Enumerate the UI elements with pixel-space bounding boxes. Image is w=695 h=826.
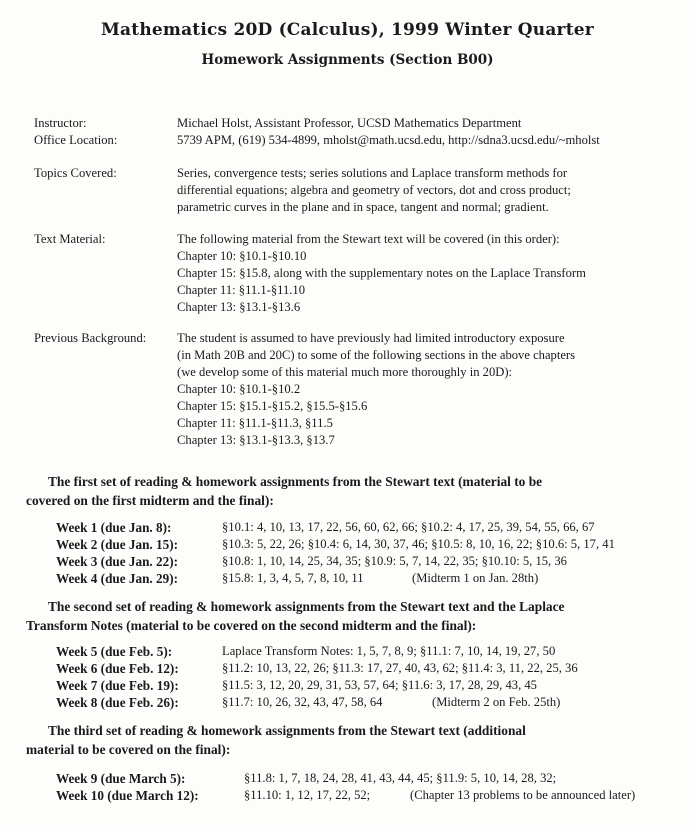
instructor-value-text: Michael Holst, Assistant Professor, UCSD Mathematics Department [177,116,522,130]
set-1-heading [26,472,542,510]
set-3-heading-line1: The third set of reading & homework assignments from the Stewart text (additional [48,723,526,738]
background-label: Previous Background: [34,331,147,345]
background-line: (in Math 20B and 20C) to some of the following sections in the above chapters [177,348,576,362]
topics-line: parametric curves in the plane and in space, tangent and normal; gradient. [177,200,549,214]
set-2-heading-line2: Transform Notes (material to be covered on the second midterm and the final): [26,618,477,633]
set-1-heading-line1: The first set of reading & homework assignments from the Stewart text (material to be [48,474,543,489]
week-label: Week 2 (due Jan. 15): [56,537,178,552]
week-label: Week 8 (due Feb. 26): [56,695,179,710]
background-line: Chapter 10: §10.1-§10.2 [177,382,301,396]
page-subtitle: Homework Assignments (Section B00) [201,52,494,68]
background-value [177,330,687,449]
set-1-heading-line2: covered on the first midterm and the final): [26,493,274,508]
midterm-note: (Midterm 2 on Feb. 25th) [432,695,561,709]
background-line: (we develop some of this material much more thoroughly in 20D): [177,365,513,379]
text-material-line: Chapter 15: §15.8, along with the supplementary notes on the Laplace Transform [177,266,586,280]
instructor-value [177,115,687,132]
office-label: Office Location: [34,133,118,147]
instructor-label: Instructor: [34,116,87,130]
topics-label: Topics Covered: [34,166,117,180]
topics-value [177,165,687,216]
set-3-heading [26,721,526,759]
week-label: Week 7 (due Feb. 19): [56,678,179,693]
week-label: Week 3 (due Jan. 22): [56,554,178,569]
text-material-line: Chapter 13: §13.1-§13.6 [177,300,301,314]
chapter-13-note: (Chapter 13 problems to be announced later) [410,788,636,802]
week-assignment: §11.10: 1, 12, 17, 22, 52; [244,788,371,802]
background-line: The student is assumed to have previously had limited introductory exposure [177,331,565,345]
week-assignment: §15.8: 1, 3, 4, 5, 7, 8, 10, 11 [222,571,364,585]
week-label: Week 10 (due March 12): [56,788,199,803]
office-value [177,132,687,149]
background-line: Chapter 15: §15.1-§15.2, §15.5-§15.6 [177,399,368,413]
set-2-heading-line1: The second set of reading & homework assignments from the Stewart text and the Laplace [48,599,565,614]
text-material-line: Chapter 10: §10.1-§10.10 [177,249,307,263]
set-2-heading [26,597,565,635]
text-material-label: Text Material: [34,232,106,246]
week-assignment: §11.8: 1, 7, 18, 24, 28, 41, 43, 44, 45; §11.9: 5, 10, 14, 28, 32; [244,771,557,785]
topics-line: Series, convergence tests; series solutions and Laplace transform methods for [177,166,568,180]
background-line: Chapter 11: §11.1-§11.3, §11.5 [177,416,333,430]
week-assignment: §11.5: 3, 12, 20, 29, 31, 53, 57, 64; §11.6: 3, 17, 28, 29, 43, 45 [222,678,537,692]
week-assignment: Laplace Transform Notes: 1, 5, 7, 8, 9; §11.1: 7, 10, 14, 19, 27, 50 [222,644,556,658]
text-material-line: The following material from the Stewart text will be covered (in this order): [177,232,560,246]
week-assignment: §11.2: 10, 13, 22, 26; §11.3: 17, 27, 40, 43, 62; §11.4: 3, 11, 22, 25, 36 [222,661,578,675]
week-label: Week 6 (due Feb. 12): [56,661,179,676]
topics-line: differential equations; algebra and geometry of vectors, dot and cross product; [177,183,571,197]
background-line: Chapter 13: §13.1-§13.3, §13.7 [177,433,335,447]
midterm-note: (Midterm 1 on Jan. 28th) [412,571,539,585]
week-assignment: §11.7: 10, 26, 32, 43, 47, 58, 64 [222,695,383,709]
page-title: Mathematics 20D (Calculus), 1999 Winter Quarter [101,20,594,40]
text-material-value [177,231,687,316]
week-assignment: §10.1: 4, 10, 13, 17, 22, 56, 60, 62, 66; §10.2: 4, 17, 25, 39, 54, 55, 66, 67 [222,520,595,534]
office-value-text: 5739 APM, (619) 534-4899, mholst@math.ucsd.edu, http://sdna3.ucsd.edu/~mholst [177,133,600,147]
week-label: Week 9 (due March 5): [56,771,186,786]
week-label: Week 1 (due Jan. 8): [56,520,172,535]
week-label: Week 4 (due Jan. 29): [56,571,178,586]
week-label: Week 5 (due Feb. 5): [56,644,173,659]
text-material-line: Chapter 11: §11.1-§11.10 [177,283,306,297]
set-3-heading-line2: material to be covered on the final): [26,742,231,757]
week-assignment: §10.3: 5, 22, 26; §10.4: 6, 14, 30, 37, 46; §10.5: 8, 10, 16, 22; §10.6: 5, 17, 41 [222,537,615,551]
week-assignment: §10.8: 1, 10, 14, 25, 34, 35; §10.9: 5, 7, 14, 22, 35; §10.10: 5, 15, 36 [222,554,567,568]
